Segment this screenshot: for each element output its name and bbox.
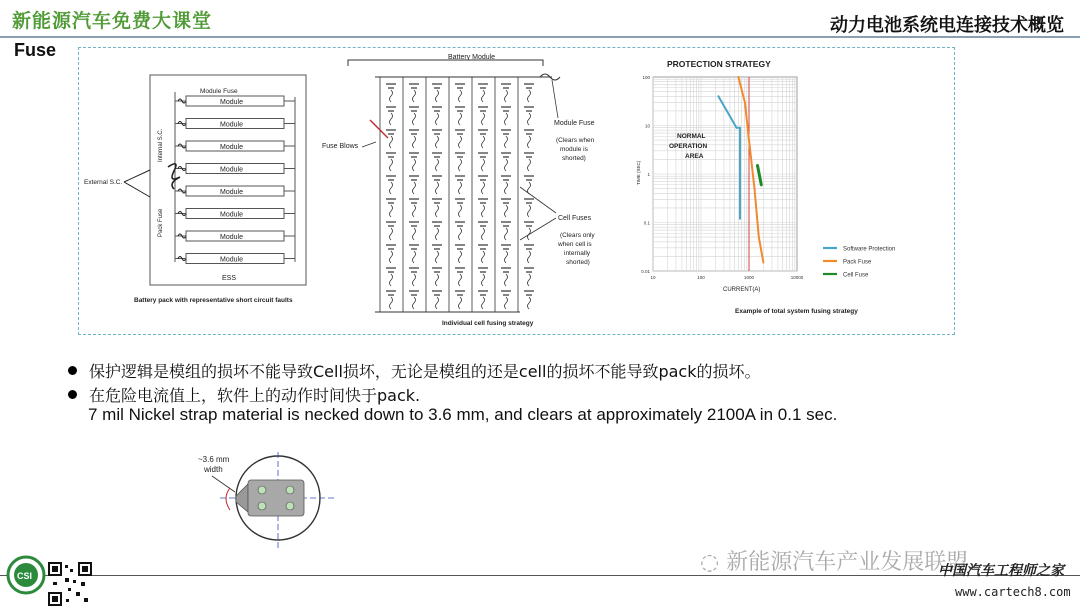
y-tick-label: 0.01 [641, 269, 650, 274]
module-label: Module [220, 189, 243, 196]
legend-label: Software Protection [843, 246, 896, 253]
bullet-1-text: 保护逻辑是模组的损坏不能导致Cell损坏，无论是模组的还是cell的损坏不能导致pack的损坏。 [89, 362, 761, 381]
cell-fuse-icon [413, 274, 416, 286]
ess-label: ESS [222, 275, 237, 282]
brand-title: 新能源汽车免费大课堂 [12, 10, 213, 32]
cell-fuse-icon [482, 182, 485, 194]
cell-fuse-icon [390, 297, 393, 309]
battery-module-title: Battery Module [448, 54, 496, 61]
nickel-strap-figure [190, 448, 340, 556]
cell-fuse-icon [390, 228, 393, 240]
cell-fuses-label: Cell Fuses [558, 215, 592, 222]
plot-area [641, 75, 895, 280]
module-label: Module [220, 144, 243, 151]
chart-caption: Example of total system fusing strategy [735, 308, 858, 315]
cell-fuse-icon [505, 205, 508, 217]
cell-fuse-icon [505, 136, 508, 148]
y-tick-label: 1 [647, 172, 650, 177]
cell-fuses-note-1: (Clears only [560, 232, 595, 239]
pack-diagram-caption: Battery pack with representative short circuit faults [134, 297, 293, 304]
qr-code [48, 562, 92, 606]
module-fuse-callout: Module Fuse [554, 120, 595, 127]
cell-fuse-icon [459, 274, 462, 286]
cell-fuse-icon [390, 136, 393, 148]
cell-fuse-icon [482, 136, 485, 148]
cell-fuse-icon [482, 159, 485, 171]
slide-topic: 动力电池系统电连接技术概览 [830, 15, 1064, 36]
cell-fuses-note-2: when cell is [558, 241, 592, 248]
fuse-blown-mark [370, 120, 388, 138]
cell-fuse-icon [390, 182, 393, 194]
cell-fuse-icon [482, 274, 485, 286]
wechat-icon: ◌ [700, 550, 727, 575]
bullet-2-text: 在危险电流值上，软件上的动作时间快于pack. [89, 386, 421, 405]
wechat-account: 新能源汽车产业发展联盟 [726, 550, 969, 575]
cell-fuse-icon [482, 297, 485, 309]
cell-fuse-icon [436, 182, 439, 194]
cell-fuse-icon [459, 136, 462, 148]
cell-fuse-icon [413, 297, 416, 309]
cell-fuse-icon [528, 113, 531, 125]
x-tick-label: 10 [650, 275, 656, 280]
cell-fuse-icon [528, 90, 531, 102]
y-tick-label: 10 [644, 123, 650, 129]
bullet-dot [68, 366, 77, 375]
cell-fuse-icon [390, 113, 393, 125]
cell-fuses-note-3: internally [564, 250, 591, 257]
cell-fuse-icon [459, 159, 462, 171]
x-tick-label: 1000 [743, 275, 755, 280]
alliance-logo [6, 553, 46, 601]
module-label: Module [220, 234, 243, 241]
normal-area-label-2: OPERATION [669, 143, 708, 150]
module-label: Module [220, 99, 243, 106]
pack-fuse-label: Pack Fuse [158, 208, 164, 237]
cell-grid [380, 77, 534, 312]
nickel-tab [248, 480, 304, 516]
cell-fuse-icon [482, 205, 485, 217]
cell-fuse-icon [528, 297, 531, 309]
module-fuse-note-1: (Clears when [556, 137, 595, 144]
cell-fuse-icon [436, 274, 439, 286]
cell-fuse-icon [505, 182, 508, 194]
nickel-strap-note: 7 mil Nickel strap material is necked down to 3.6 mm, and clears at approximately 2100A in 0.1 sec. [88, 405, 838, 424]
cell-fuse-icon [436, 90, 439, 102]
y-axis-label: TIME (SEC) [636, 160, 641, 185]
cell-fuse-icon [413, 251, 416, 263]
cell-fuse-icon [390, 274, 393, 286]
cell-fuse-icon [436, 113, 439, 125]
legend-label: Pack Fuse [843, 259, 872, 266]
cell-fuse-icon [436, 297, 439, 309]
module-fuse-note-3: shorted) [562, 155, 586, 162]
cell-array-diagram [320, 50, 610, 330]
cell-fuse-icon [505, 274, 508, 286]
cell-fuse-icon [528, 159, 531, 171]
cell-fuse-icon [482, 90, 485, 102]
bullet-2 [68, 383, 420, 406]
module-fuse-note-2: module is [560, 146, 588, 153]
strap-width-label-1: ~3.6 mm [198, 455, 230, 464]
cell-fuse-icon [436, 159, 439, 171]
protection-chart [625, 55, 940, 325]
cell-fuse-icon [505, 251, 508, 263]
cell-fuse-icon [390, 159, 393, 171]
cell-fuse-icon [390, 90, 393, 102]
cell-fuse-icon [505, 90, 508, 102]
cell-fuse-icon [459, 251, 462, 263]
cell-fuse-icon [528, 205, 531, 217]
x-axis-label: CURRENT(A) [723, 287, 761, 293]
wechat-watermark [700, 545, 968, 576]
cell-fuse-icon [413, 228, 416, 240]
cell-fuse-icon [528, 274, 531, 286]
cell-fuse-icon [505, 297, 508, 309]
module-label: Module [220, 211, 243, 219]
module-fuse-label: Module Fuse [200, 88, 238, 95]
cell-fuse-icon [459, 90, 462, 102]
cell-fuse-icon [505, 113, 508, 125]
site-url[interactable]: www.cartech8.com [955, 585, 1071, 599]
bullet-1 [68, 359, 760, 382]
cell-fuse-icon [528, 182, 531, 194]
cell-fuse-icon [413, 136, 416, 148]
site-name: 中国汽车工程师之家 [938, 563, 1064, 579]
cell-fuses-note-4: shorted) [566, 259, 590, 266]
module-stack [175, 96, 295, 264]
y-tick-label: 0.1 [643, 220, 650, 226]
cell-fuse-icon [482, 113, 485, 125]
external-sc-label: External S.C. [84, 179, 123, 186]
module-label: Module [220, 256, 243, 264]
chart-title: PROTECTION STRATEGY [667, 59, 771, 69]
module-label: Module [220, 166, 243, 174]
cell-fuse-icon [482, 251, 485, 263]
cell-fuse-icon [505, 159, 508, 171]
cell-fuse-icon [436, 205, 439, 217]
cell-fuse-icon [436, 251, 439, 263]
cell-fuse-icon [528, 251, 531, 263]
cell-fuse-icon [459, 113, 462, 125]
cell-fuse-icon [436, 228, 439, 240]
cell-fuse-icon [390, 205, 393, 217]
cell-fuse-icon [413, 182, 416, 194]
logo-text: CSI [17, 571, 33, 581]
cell-fuse-icon [413, 159, 416, 171]
cell-fuse-icon [482, 228, 485, 240]
cell-fuse-icon [459, 182, 462, 194]
x-tick-label: 10000 [790, 275, 804, 280]
x-tick-label: 100 [697, 275, 705, 280]
normal-area-label-3: AREA [685, 153, 704, 160]
cell-fuse-icon [505, 228, 508, 240]
cell-fuse-icon [436, 136, 439, 148]
strap-width-label-2: width [204, 465, 223, 474]
header-divider [0, 36, 1080, 38]
cell-fuse-icon [459, 228, 462, 240]
cell-fuse-icon [413, 90, 416, 102]
cell-fuse-icon [413, 205, 416, 217]
cell-diagram-caption: Individual cell fusing strategy [442, 320, 534, 327]
y-tick-label: 100 [642, 75, 650, 80]
bullet-dot [68, 390, 77, 399]
legend-label: Cell Fuse [843, 272, 869, 279]
pack-diagram [82, 52, 320, 308]
cell-fuse-icon [390, 251, 393, 263]
internal-sc-label: Internal S.C. [158, 128, 164, 162]
cell-fuse-icon [413, 113, 416, 125]
cell-fuse-icon [459, 297, 462, 309]
fuse-blows-label: Fuse Blows [322, 143, 359, 150]
normal-area-label-1: NORMAL [677, 133, 706, 140]
module-label: Module [220, 121, 243, 129]
cell-fuse-icon [528, 136, 531, 148]
section-title: Fuse [14, 40, 57, 60]
cell-fuse-icon [459, 205, 462, 217]
